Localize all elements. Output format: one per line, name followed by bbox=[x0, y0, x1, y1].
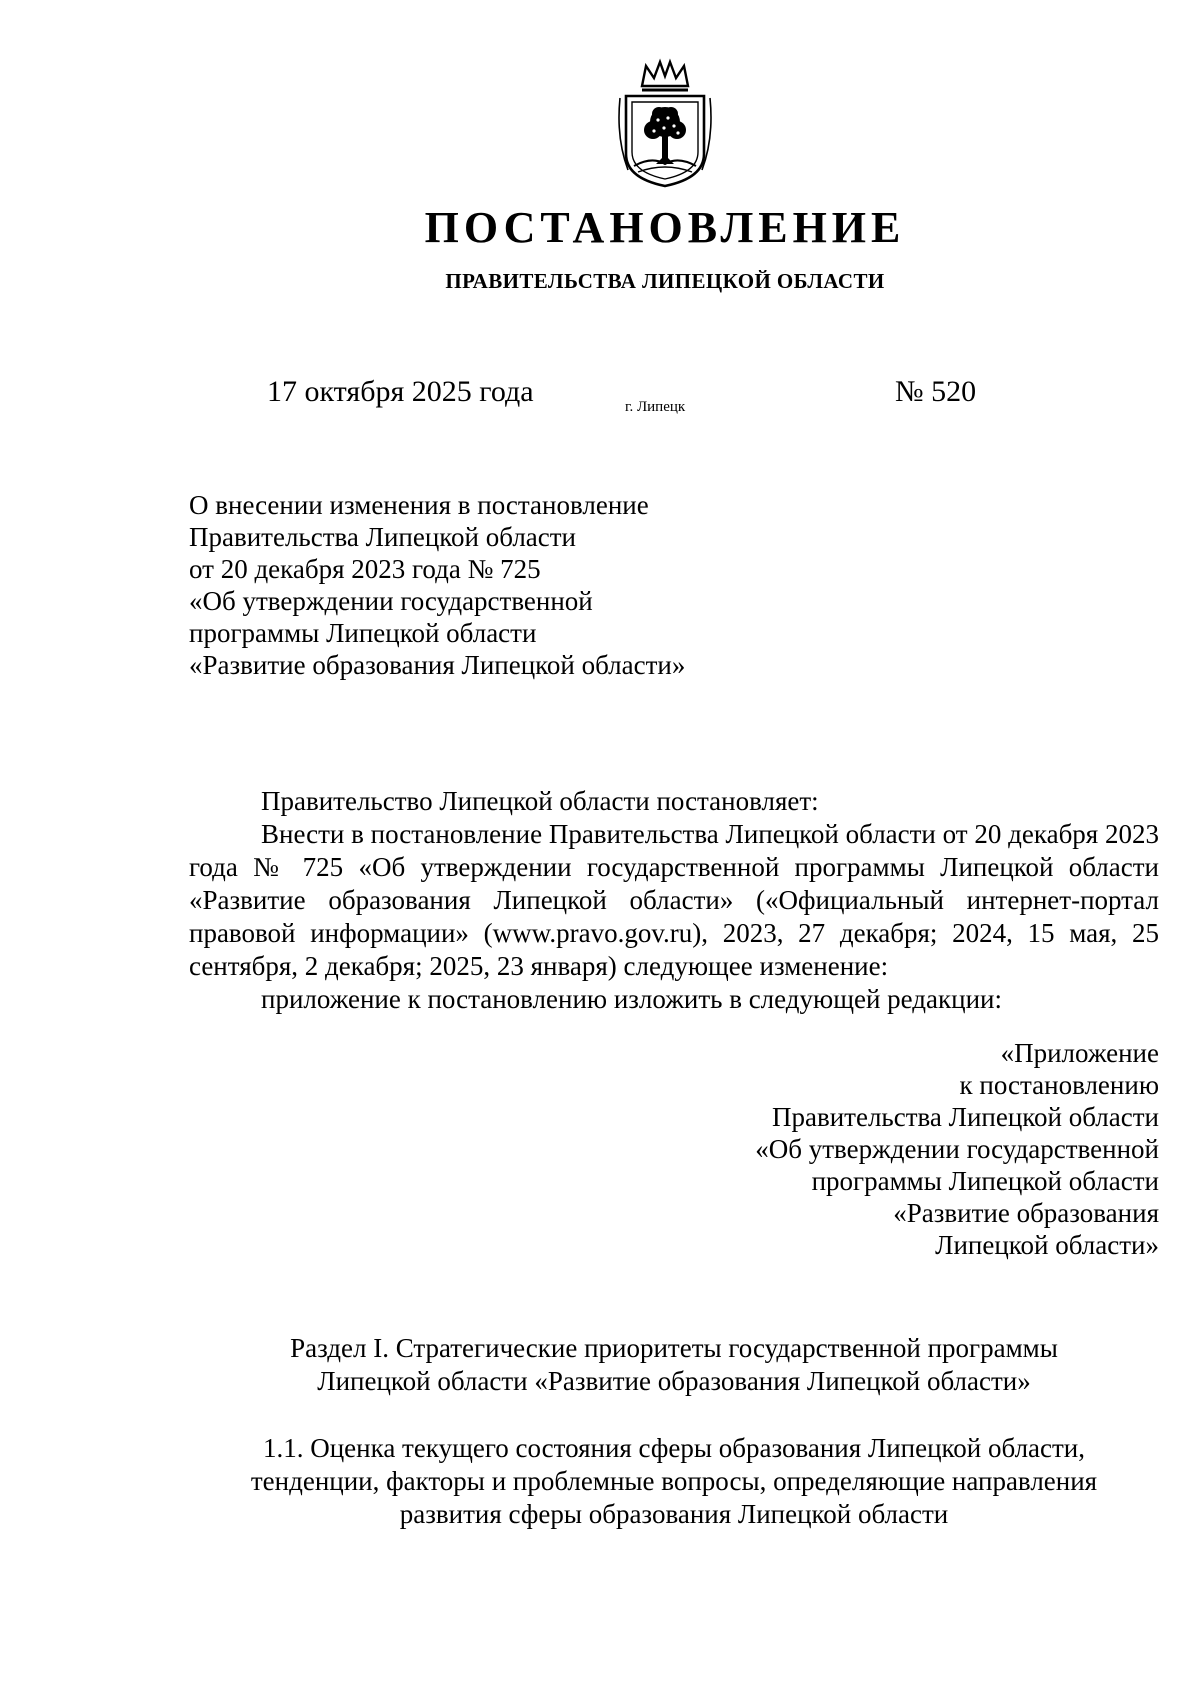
subject-line: от 20 декабря 2023 года № 725 bbox=[189, 554, 541, 584]
subject-line: Правительства Липецкой области bbox=[189, 522, 577, 552]
subsection-title-line: тенденции, факторы и проблемные вопросы, определяющие направления bbox=[250, 1466, 1098, 1496]
subject-line: программы Липецкой области bbox=[189, 618, 537, 648]
annex-line: Липецкой области» bbox=[935, 1230, 1159, 1260]
document-number: № 520 bbox=[895, 375, 977, 408]
subject-line: «Об утверждении государственной bbox=[189, 586, 593, 616]
section-title-line: Липецкой области «Развитие образования Липецкой области» bbox=[317, 1366, 1031, 1396]
document-city: г. Липецк bbox=[625, 399, 686, 415]
document-date: 17 октября 2025 года bbox=[267, 375, 534, 408]
subsection-title bbox=[189, 1432, 1159, 1531]
subject-line: О внесении изменения в постановление bbox=[189, 490, 649, 520]
amendment-paragraph: Внести в постановление Правительства Липецкой области от 20 декабря 2023 года № 725 «Об утверждении государственной программы Липецкой области «Развитие образования Липецкой области» («Официальный интернет-портал правовой информации» (www.pravo.gov.ru), 2023, 27 декабря; 2024, 15 мая, 25 сентября, 2 декабря; 2025, 23 января) следующее изменение: bbox=[189, 819, 1159, 981]
annex-line: программы Липецкой области bbox=[811, 1166, 1159, 1196]
annex-heading bbox=[660, 1037, 1159, 1261]
annex-line: к постановлению bbox=[959, 1070, 1159, 1100]
document-issuer: ПРАВИТЕЛЬСТВА ЛИПЕЦКОЙ ОБЛАСТИ bbox=[445, 269, 885, 293]
preamble-paragraph: Правительство Липецкой области постановляет: bbox=[261, 786, 819, 816]
instruction-paragraph: приложение к постановлению изложить в следующей редакции: bbox=[261, 984, 1002, 1014]
annex-line: Правительства Липецкой области bbox=[771, 1102, 1159, 1132]
document-title: ПОСТАНОВЛЕНИЕ bbox=[424, 203, 906, 252]
subsection-title-line: развития сферы образования Липецкой области bbox=[399, 1499, 949, 1529]
section-title-line: Раздел I. Стратегические приоритеты государственной программы bbox=[290, 1333, 1058, 1363]
subsection-title-line: 1.1. Оценка текущего состояния сферы образования Липецкой области, bbox=[262, 1433, 1086, 1463]
document-subject bbox=[189, 489, 809, 681]
coat-of-arms-emblem bbox=[612, 58, 718, 190]
annex-line: «Об утверждении государственной bbox=[755, 1134, 1159, 1164]
section-title bbox=[189, 1332, 1159, 1398]
annex-line: «Развитие образования bbox=[893, 1198, 1159, 1228]
subject-line: «Развитие образования Липецкой области» bbox=[189, 650, 686, 680]
resolution-body bbox=[189, 785, 1159, 1016]
annex-line: «Приложение bbox=[1000, 1038, 1159, 1068]
